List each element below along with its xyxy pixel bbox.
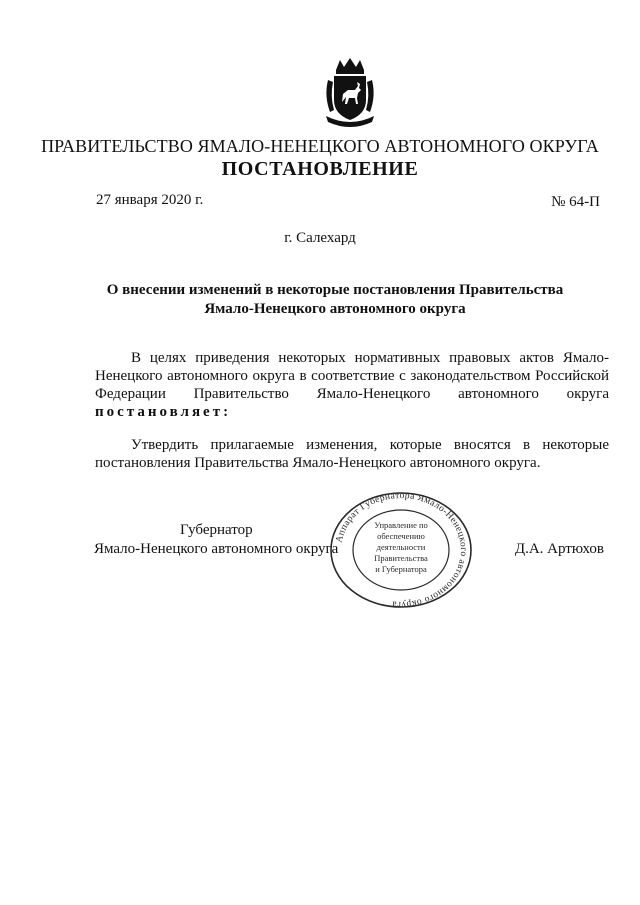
paragraph-line: Федерации Правительство Ямало-Ненецкого автономного округа [95, 386, 609, 402]
seal-inner-line: деятельности [376, 542, 426, 552]
document-city: г. Салехард [284, 230, 356, 246]
seal-inner-line: обеспечению [377, 531, 425, 541]
official-seal-stamp [326, 490, 476, 610]
subject-line: О внесении изменений в некоторые постановления Правительства [106, 282, 564, 298]
paragraph-line: Утвердить прилагаемые изменения, которые вносятся в некоторые [131, 437, 609, 453]
document-type-title: ПОСТАНОВЛЕНИЕ [221, 158, 419, 180]
coat-of-arms-emblem [322, 56, 378, 128]
seal-inner-line: Управление по [374, 520, 428, 530]
organization-name: ПРАВИТЕЛЬСТВО ЯМАЛО-НЕНЕЦКОГО АВТОНОМНОГО ОКРУГА [41, 136, 599, 156]
paragraph-line: В целях приведения некоторых нормативных правовых актов Ямало- [131, 350, 609, 366]
document-date: 27 января 2020 г. [96, 192, 204, 208]
paragraph-line: постановления Правительства Ямало-Ненецкого автономного округа. [95, 455, 541, 471]
paragraph-line: Ненецкого автономного округа в соответствие с законодательством Российской [95, 368, 609, 384]
signer-title: Губернатор [180, 522, 253, 538]
body-paragraph [95, 436, 609, 472]
body-paragraph [95, 349, 609, 421]
seal-outer-text: Аппарат Губернатора Ямало-Ненецкого автономного округа [334, 490, 469, 610]
document-number: № 64-П [551, 194, 600, 210]
signer-title-region: Ямало-Ненецкого автономного округа [94, 541, 339, 557]
seal-inner-line: и Губернатора [375, 564, 427, 574]
subject-line: Ямало-Ненецкого автономного округа [204, 301, 466, 317]
seal-inner-line: Правительства [374, 553, 428, 563]
signer-name: Д.А. Артюхов [514, 541, 604, 557]
document-subject [70, 281, 600, 319]
resolution-keyword: постановляет: [95, 404, 232, 420]
